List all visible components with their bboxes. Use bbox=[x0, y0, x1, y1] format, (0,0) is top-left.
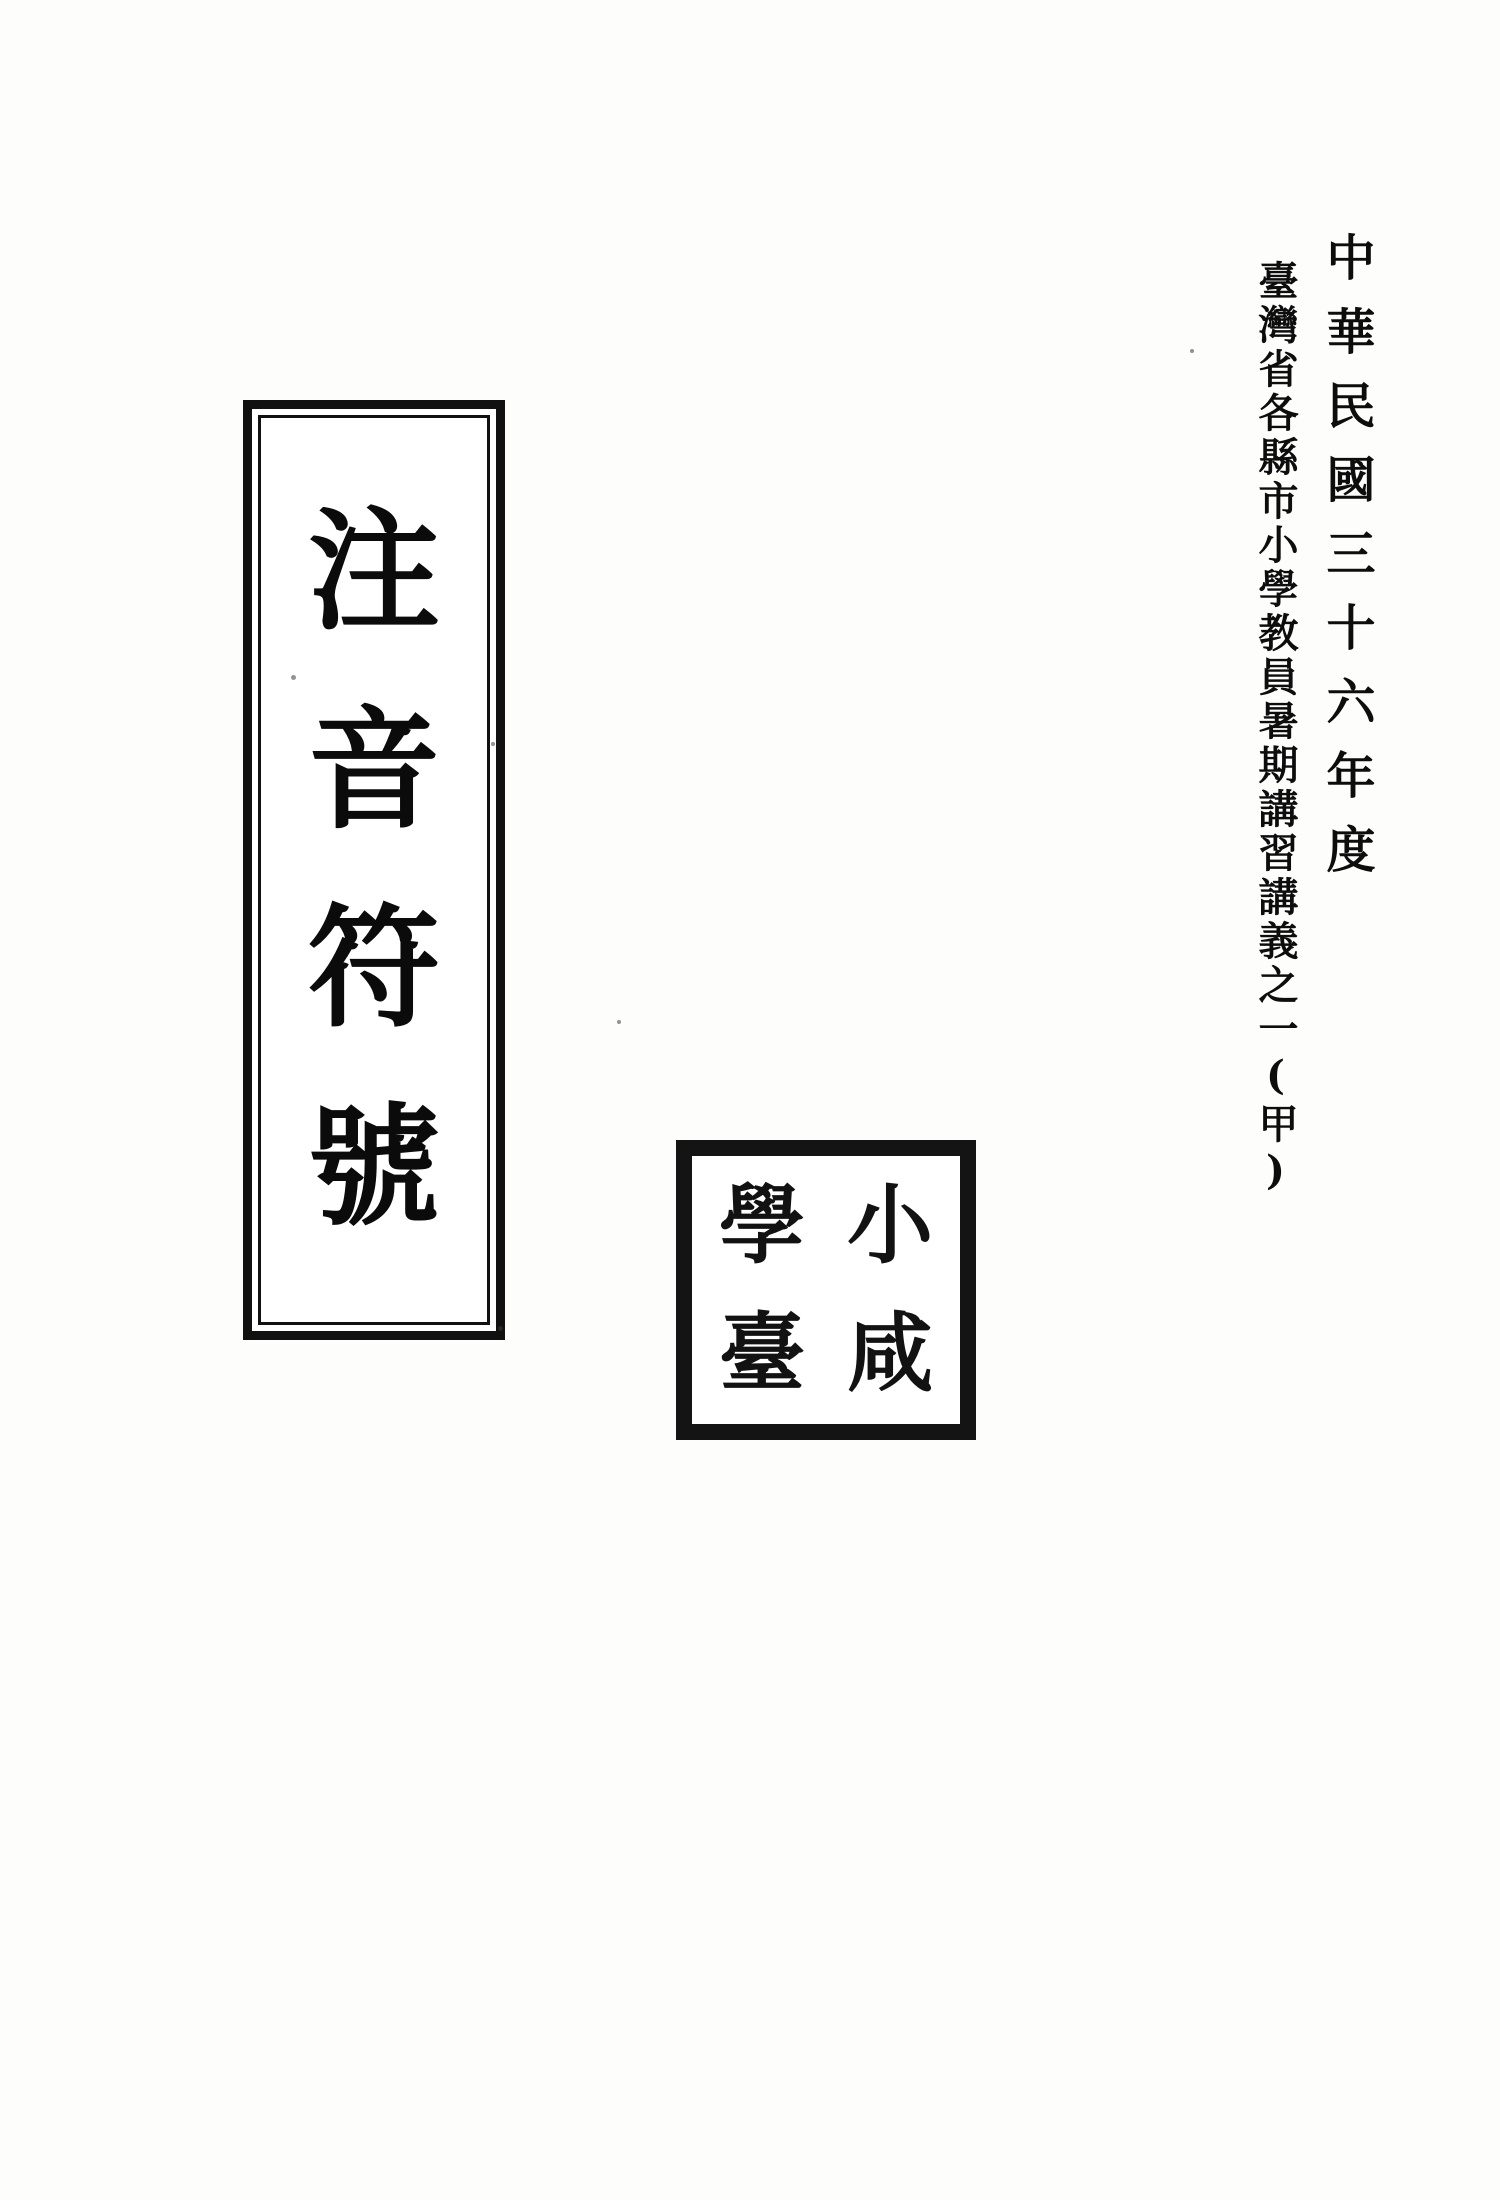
seal-char-2: 學 bbox=[719, 1175, 805, 1276]
scan-speck bbox=[491, 742, 495, 746]
scan-speck bbox=[498, 1326, 503, 1331]
seal-stamp bbox=[676, 1140, 976, 1440]
title-char-2: 音 bbox=[308, 692, 440, 848]
title-box-inner bbox=[258, 415, 490, 1325]
seal-grid bbox=[698, 1162, 954, 1418]
date-line: 中華民國三十六年度 bbox=[1319, 232, 1377, 898]
title-char-4: 號 bbox=[308, 1089, 440, 1245]
title-char-1: 注 bbox=[308, 494, 440, 650]
scan-speck bbox=[1190, 349, 1194, 353]
scan-speck bbox=[291, 675, 296, 680]
title-char-3: 符 bbox=[308, 891, 440, 1047]
title-box bbox=[243, 400, 505, 1340]
seal-char-4: 臺 bbox=[719, 1303, 805, 1404]
series-line: 臺灣省各縣市小學教員暑期講習講義之一(甲) bbox=[1252, 260, 1299, 1198]
vertical-header bbox=[1252, 232, 1377, 1198]
seal-char-1: 小 bbox=[847, 1175, 933, 1276]
scan-speck bbox=[617, 1020, 621, 1024]
seal-char-3: 咸 bbox=[847, 1303, 933, 1404]
